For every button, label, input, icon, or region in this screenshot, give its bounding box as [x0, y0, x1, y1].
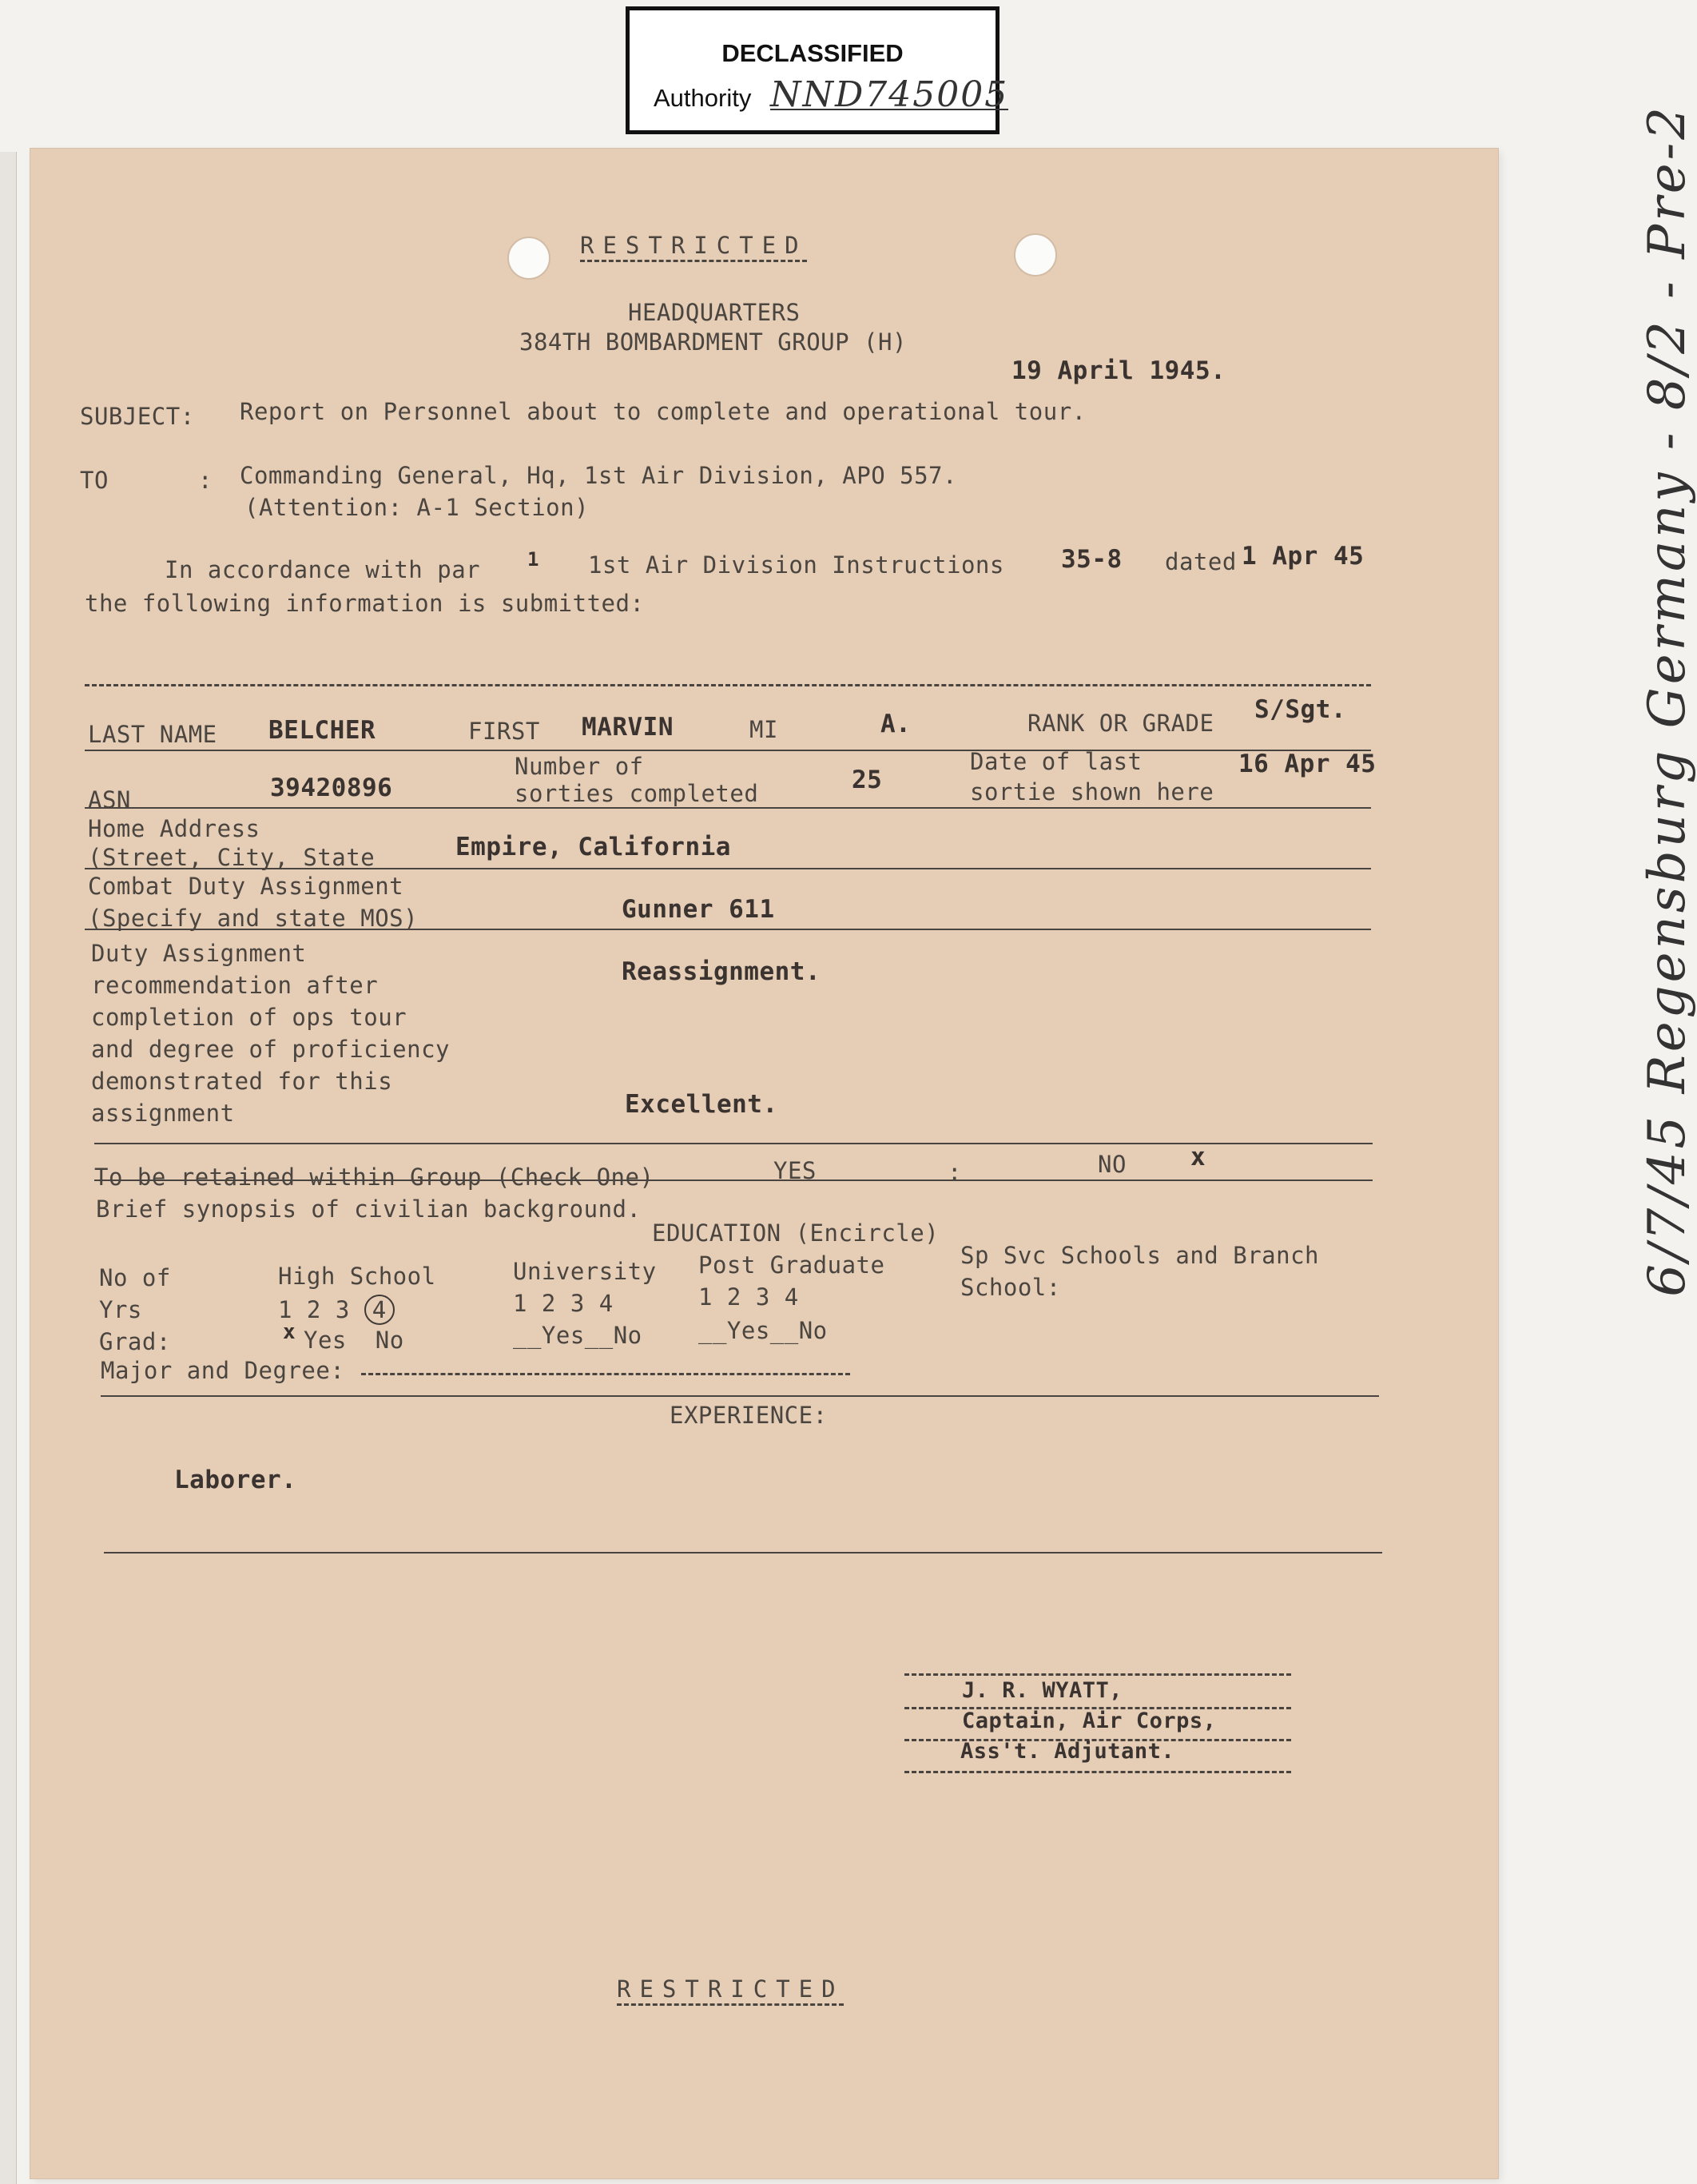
- stamp-title: DECLASSIFIED: [721, 39, 904, 67]
- intro-text-3: dated: [1165, 548, 1237, 575]
- to-line-1: Commanding General, Hq, 1st Air Division, APO 557.: [240, 462, 957, 489]
- last-sortie-label-1: Date of last: [970, 748, 1143, 775]
- university-grad: __Yes__No: [513, 1322, 642, 1349]
- post-graduate-label: Post Graduate: [698, 1251, 885, 1279]
- combat-duty-label-1: Combat Duty Assignment: [88, 873, 404, 900]
- retain-yes-label: YES: [773, 1157, 817, 1184]
- signature-rule-bottom: [904, 1771, 1291, 1773]
- high-school-label: High School: [278, 1263, 436, 1290]
- to-line-2: (Attention: A-1 Section): [244, 494, 590, 521]
- row-rule-home: [85, 868, 1371, 869]
- first-name-value: MARVIN: [582, 713, 674, 742]
- dated-value: 1 Apr 45: [1242, 542, 1365, 571]
- duty-label-line-5: demonstrated for this: [91, 1068, 393, 1095]
- to-label: TO: [80, 467, 109, 494]
- retain-label: To be retained within Group (Check One): [94, 1164, 654, 1191]
- document-page: [30, 149, 1498, 2178]
- signatory-title: Ass't. Adjutant.: [960, 1739, 1175, 1764]
- row-rule-combat: [85, 929, 1371, 930]
- last-name-value: BELCHER: [268, 716, 376, 745]
- experience-value: Laborer.: [174, 1466, 297, 1494]
- last-name-label: LAST NAME: [88, 721, 217, 748]
- declassified-stamp: [626, 6, 1009, 134]
- special-schools-label-1: Sp Svc Schools and Branch: [960, 1242, 1319, 1269]
- form-top-rule: [85, 684, 1371, 686]
- retain-check-mark: x: [1190, 1143, 1206, 1172]
- high-school-grad: Yes No: [304, 1327, 404, 1354]
- intro-text-2: 1st Air Division Instructions: [588, 551, 1004, 579]
- home-address-value: Empire, California: [455, 833, 731, 861]
- high-school-grad-mark: x: [283, 1320, 296, 1344]
- grad-label: Grad:: [99, 1328, 171, 1355]
- punch-hole-right: [1014, 233, 1057, 276]
- row-rule-education: [101, 1395, 1379, 1397]
- retain-colon: :: [948, 1159, 962, 1186]
- duty-label-line-4: and degree of proficiency: [91, 1036, 450, 1063]
- par-value: 1: [527, 548, 539, 571]
- headquarters-label: HEADQUARTERS: [628, 299, 801, 326]
- home-address-label-2: (Street, City, State: [88, 844, 376, 871]
- signatory-rank: Captain, Air Corps,: [962, 1709, 1217, 1733]
- signature-rule-top: [904, 1673, 1291, 1676]
- asn-label: ASN: [88, 786, 131, 814]
- first-name-label: FIRST: [468, 718, 540, 745]
- combat-duty-value: Gunner 611: [622, 895, 775, 924]
- no-of-label: No of: [99, 1264, 171, 1291]
- duty-label-line-2: recommendation after: [91, 972, 379, 999]
- major-degree-label: Major and Degree:: [101, 1357, 345, 1384]
- margin-handwritten-note: 6/7/45 Regensburg Germany - 8/2 - Pre-2: [1638, 104, 1697, 1297]
- sorties-label-1: Number of: [515, 753, 644, 780]
- instructions-number: 35-8: [1061, 545, 1123, 574]
- experience-label: EXPERIENCE:: [670, 1402, 828, 1429]
- middle-initial-label: MI: [749, 716, 778, 743]
- retain-no-label: NO: [1098, 1151, 1127, 1178]
- post-graduate-years: 1 2 3 4: [698, 1283, 799, 1311]
- document-date: 19 April 1945.: [1011, 356, 1226, 385]
- row-rule-experience: [104, 1552, 1382, 1553]
- combat-duty-label-2: (Specify and state MOS): [88, 905, 419, 932]
- subject-label: SUBJECT:: [80, 403, 195, 430]
- intro-line-2: the following information is submitted:: [85, 590, 645, 617]
- university-label: University: [513, 1258, 657, 1285]
- adjacent-page-edge: [0, 152, 17, 2184]
- duty-recommendation-value: Reassignment.: [622, 957, 821, 986]
- last-sortie-label-2: sortie shown here: [970, 778, 1214, 806]
- classification-top: RESTRICTED: [580, 232, 808, 259]
- home-address-label-1: Home Address: [88, 815, 260, 842]
- row-rule-name: [85, 750, 1371, 751]
- middle-initial-value: A.: [880, 710, 912, 738]
- duty-label-line-3: completion of ops tour: [91, 1004, 407, 1031]
- rank-label: RANK OR GRADE: [1027, 710, 1214, 737]
- punch-hole-left: [507, 237, 550, 280]
- university-years: 1 2 3 4: [513, 1290, 614, 1317]
- major-degree-line: [361, 1373, 850, 1375]
- last-sortie-value: 16 Apr 45: [1238, 750, 1377, 778]
- signatory-name: J. R. WYATT,: [962, 1678, 1123, 1703]
- high-school-years-plain: 1 2 3: [278, 1296, 350, 1323]
- intro-text-1: In accordance with par: [165, 556, 481, 583]
- classification-bottom: RESTRICTED: [617, 1975, 845, 2003]
- stamp-authority-label: Authority: [654, 84, 752, 112]
- rank-value: S/Sgt.: [1254, 695, 1346, 724]
- post-graduate-grad: __Yes__No: [698, 1317, 828, 1344]
- asn-value: 39420896: [270, 774, 393, 802]
- sorties-value: 25: [852, 766, 883, 794]
- sorties-label-2: sorties completed: [515, 780, 759, 807]
- synopsis-label: Brief synopsis of civilian background.: [96, 1195, 642, 1223]
- yrs-label: Yrs: [99, 1296, 142, 1323]
- row-rule-duty: [94, 1143, 1373, 1144]
- unit-name: 384TH BOMBARDMENT GROUP (H): [519, 328, 907, 356]
- to-colon: :: [198, 467, 213, 494]
- education-label: EDUCATION (Encircle): [652, 1219, 940, 1247]
- duty-label-line-6: assignment: [91, 1100, 235, 1127]
- special-schools-label-2: School:: [960, 1274, 1061, 1301]
- subject-text: Report on Personnel about to complete and operational tour.: [240, 398, 1087, 425]
- proficiency-value: Excellent.: [625, 1090, 778, 1119]
- row-rule-asn: [85, 807, 1371, 809]
- row-rule-retain: [94, 1180, 1373, 1181]
- stamp-authority-value: NND745005: [770, 74, 1009, 115]
- high-school-year-circled: 4: [364, 1295, 395, 1325]
- duty-label-line-1: Duty Assignment: [91, 940, 307, 967]
